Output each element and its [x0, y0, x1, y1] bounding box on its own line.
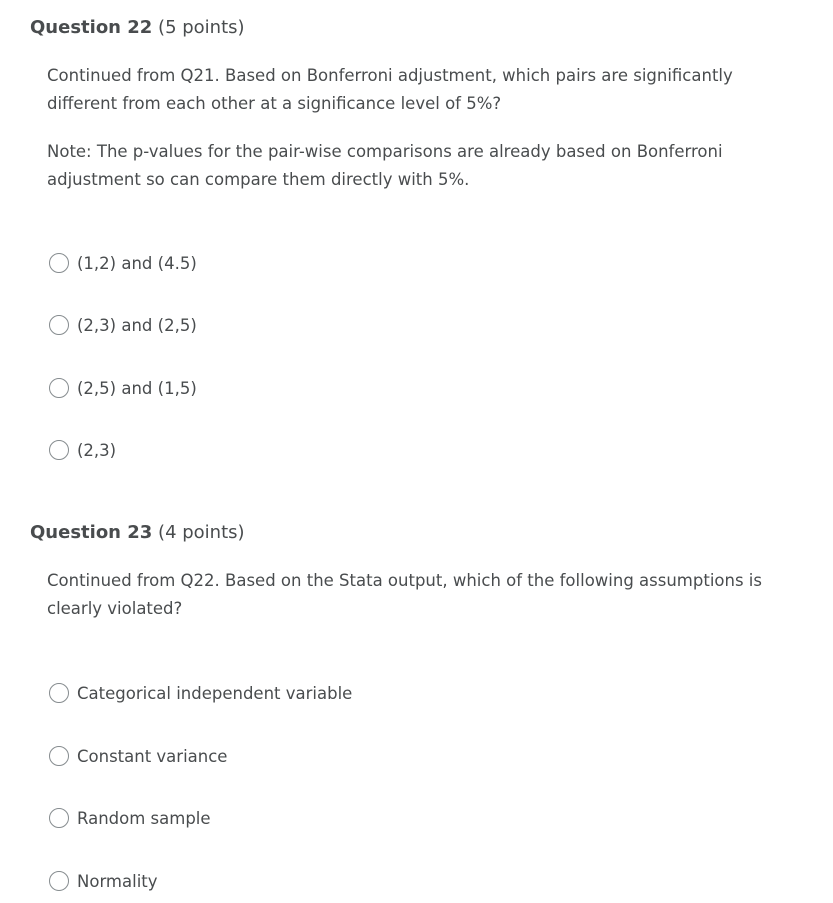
radio-button[interactable] [49, 378, 69, 398]
radio-button[interactable] [49, 746, 69, 766]
question-note: Note: The p-values for the pair-wise comparisons are already based on Bonferroni adjustment so can compare them directly with 5%. [47, 142, 723, 189]
question-header [30, 16, 245, 40]
radio-button[interactable] [49, 871, 69, 891]
question-text: Continued from Q22. Based on the Stata output, which of the following assumptions is clearly violated? [47, 571, 762, 618]
radio-button[interactable] [49, 683, 69, 703]
answer-option-4[interactable] [49, 437, 116, 463]
answer-option-2[interactable] [49, 743, 227, 769]
answer-option-4[interactable] [49, 868, 158, 894]
radio-button[interactable] [49, 315, 69, 335]
option-label[interactable]: Random sample [77, 808, 211, 828]
option-label[interactable]: Normality [77, 871, 158, 891]
answer-option-3[interactable] [49, 375, 197, 401]
radio-button[interactable] [49, 253, 69, 273]
question-header [30, 521, 245, 545]
answer-option-2[interactable] [49, 312, 197, 338]
question-points: (4 points) [158, 522, 245, 543]
question-points: (5 points) [158, 17, 245, 38]
option-label[interactable]: Constant variance [77, 746, 228, 766]
answer-option-1[interactable] [49, 680, 352, 706]
option-label[interactable]: (1,2) and (4.5) [77, 253, 197, 273]
option-label[interactable]: (2,5) and (1,5) [77, 378, 197, 398]
answer-option-3[interactable] [49, 805, 211, 831]
option-label[interactable]: (2,3) [77, 440, 117, 460]
question-title: Question 23 [30, 522, 153, 543]
option-label[interactable]: Categorical independent variable [77, 683, 353, 703]
radio-button[interactable] [49, 440, 69, 460]
radio-button[interactable] [49, 808, 69, 828]
answer-option-1[interactable] [49, 250, 197, 276]
question-text: Continued from Q21. Based on Bonferroni adjustment, which pairs are significantly different from each other at a significance level of 5%? [47, 66, 733, 113]
question-title: Question 22 [30, 17, 153, 38]
option-label[interactable]: (2,3) and (2,5) [77, 315, 197, 335]
